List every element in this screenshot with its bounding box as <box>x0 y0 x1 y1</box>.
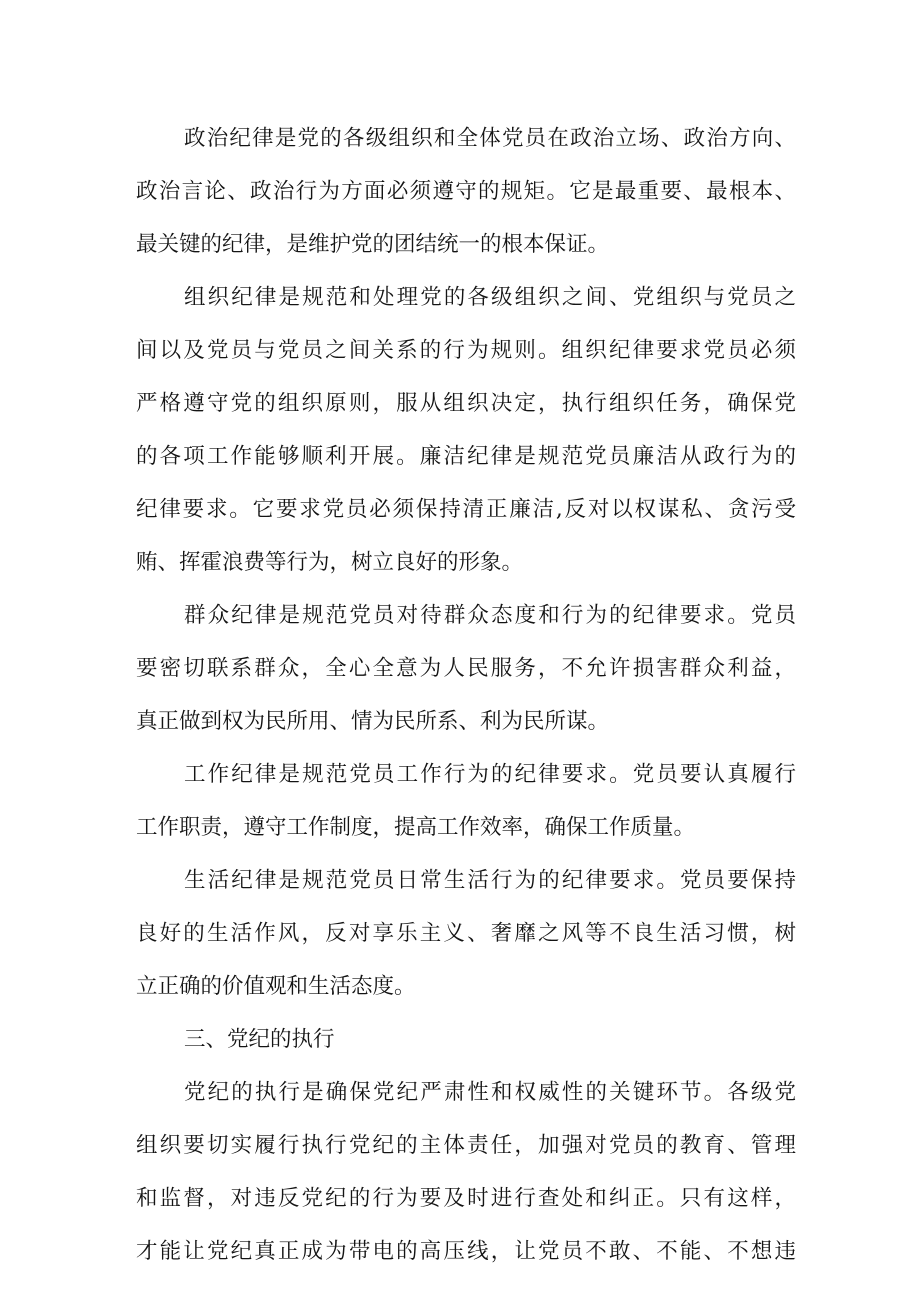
section-heading <box>136 1013 796 1066</box>
text-line: 组织纪律是规范和处理党的各级组织之间、党组织与党员之 <box>184 285 796 310</box>
section-heading-text: 三、党纪的执行 <box>184 1027 335 1052</box>
text-line: 要密切联系群众，全心全意为人民服务，不允许损害群众利益， <box>136 656 796 681</box>
text-line: 工作纪律是规范党员工作行为的纪律要求。党员要认真履行 <box>184 762 796 787</box>
document-body <box>136 112 796 1278</box>
text-line: 真正做到权为民所用、情为民所系、利为民所谋。 <box>136 709 610 734</box>
text-line: 的各项工作能够顺利开展。廉洁纪律是规范党员廉洁从政行为的 <box>136 444 796 469</box>
text-line: 才能让党纪真正成为带电的高压线，让党员不敢、不能、不想违 <box>136 1239 796 1264</box>
paragraph-mass-discipline <box>136 589 796 748</box>
paragraph-work-discipline <box>136 748 796 854</box>
text-line: 间以及党员与党员之间关系的行为规则。组织纪律要求党员必须 <box>136 338 796 363</box>
text-line: 群众纪律是规范党员对待群众态度和行为的纪律要求。党员 <box>184 603 796 628</box>
text-line: 生活纪律是规范党员日常生活行为的纪律要求。党员要保持 <box>184 868 796 893</box>
paragraph-enforcement <box>136 1066 796 1278</box>
text-line: 政治纪律是党的各级组织和全体党员在政治立场、政治方向、 <box>184 126 796 151</box>
paragraph-life-discipline <box>136 854 796 1013</box>
text-line: 工作职责，遵守工作制度，提高工作效率，确保工作质量。 <box>136 815 696 840</box>
text-line: 党纪的执行是确保党纪严肃性和权威性的关键环节。各级党 <box>184 1080 796 1105</box>
text-line: 和监督，对违反党纪的行为要及时进行查处和纠正。只有这样， <box>136 1186 796 1211</box>
text-line: 纪律要求。它要求党员必须保持清正廉洁,反对以权谋私、贪污受 <box>136 497 796 522</box>
text-line: 良好的生活作风，反对享乐主义、奢靡之风等不良生活习惯，树 <box>136 921 796 946</box>
text-line: 政治言论、政治行为方面必须遵守的规矩。它是最重要、最根本、 <box>136 179 796 204</box>
text-line: 贿、挥霍浪费等行为，树立良好的形象。 <box>136 550 524 575</box>
text-line: 最关键的纪律，是维护党的团结统一的根本保证。 <box>136 232 610 257</box>
paragraph-political-discipline <box>136 112 796 271</box>
text-line: 立正确的价值观和生活态度。 <box>136 974 416 999</box>
paragraph-organizational-discipline <box>136 271 796 589</box>
text-line: 组织要切实履行执行党纪的主体责任，加强对党员的教育、管理 <box>136 1133 796 1158</box>
text-line: 严格遵守党的组织原则，服从组织决定，执行组织任务，确保党 <box>136 391 796 416</box>
